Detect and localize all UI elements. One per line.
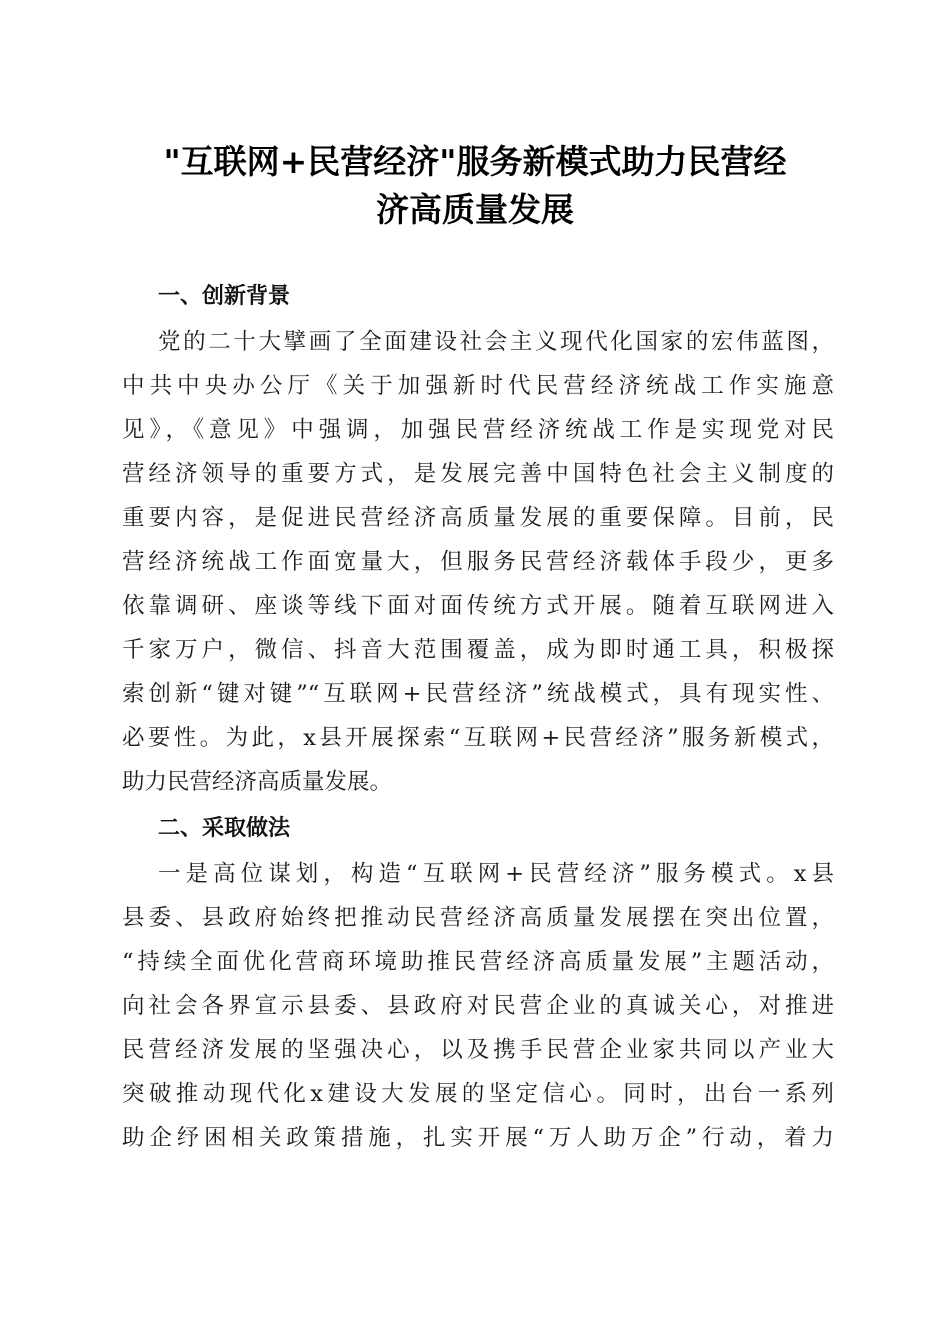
paragraph-line: 县委、县政府始终把推动民营经济高质量发展摆在突出位置， — [122, 905, 834, 931]
paragraph-line: 依靠调研、座谈等线下面对面传统方式开展。随着互联网进入 — [122, 593, 834, 619]
section-heading-background: 一、创新背景 — [158, 284, 291, 309]
section-heading-approach: 二、采取做法 — [158, 816, 291, 841]
paragraph-line: 中共中央办公厅《关于加强新时代民营经济统战工作实施意 — [122, 373, 834, 399]
paragraph-line: 一是高位谋划，构造“互联网+民营经济”服务模式。x县 — [158, 861, 834, 887]
paragraph-line: 见》，《意见》中强调，加强民营经济统战工作是实现党对民 — [122, 417, 834, 443]
paragraph-line: 重要内容，是促进民营经济高质量发展的重要保障。目前，民 — [122, 505, 834, 531]
paragraph-line: 向社会各界宣示县委、县政府对民营企业的真诚关心，对推进 — [122, 993, 834, 1019]
title-line-2: 济高质量发展 — [376, 190, 574, 229]
title-line-1: "互联网+民营经济"服务新模式助力民营经 — [163, 142, 787, 181]
paragraph-line: 营经济领导的重要方式，是发展完善中国特色社会主义制度的 — [122, 461, 834, 487]
paragraph-line: “持续全面优化营商环境助推民营经济高质量发展”主题活动， — [122, 949, 834, 975]
paragraph-line: 助企纾困相关政策措施，扎实开展“万人助万企”行动，着力 — [122, 1125, 834, 1151]
paragraph-line: 营经济统战工作面宽量大，但服务民营经济载体手段少，更多 — [122, 549, 834, 575]
paragraph-line: 党的二十大擘画了全面建设社会主义现代化国家的宏伟蓝图， — [158, 329, 834, 355]
paragraph-line: 千家万户，微信、抖音大范围覆盖，成为即时通工具，积极探 — [122, 637, 834, 663]
paragraph-line: 必要性。为此，x县开展探索“互联网+民营经济”服务新模式， — [122, 725, 834, 751]
paragraph-line: 助力民营经济高质量发展。 — [122, 769, 393, 795]
paragraph-line: 民营经济发展的坚强决心，以及携手民营企业家共同以产业大 — [122, 1037, 834, 1063]
document-title — [0, 138, 950, 234]
paragraph-line: 突破推动现代化x建设大发展的坚定信心。同时，出台一系列 — [122, 1081, 834, 1107]
paragraph-line: 索创新“键对键”“互联网+民营经济”统战模式，具有现实性、 — [122, 681, 834, 707]
